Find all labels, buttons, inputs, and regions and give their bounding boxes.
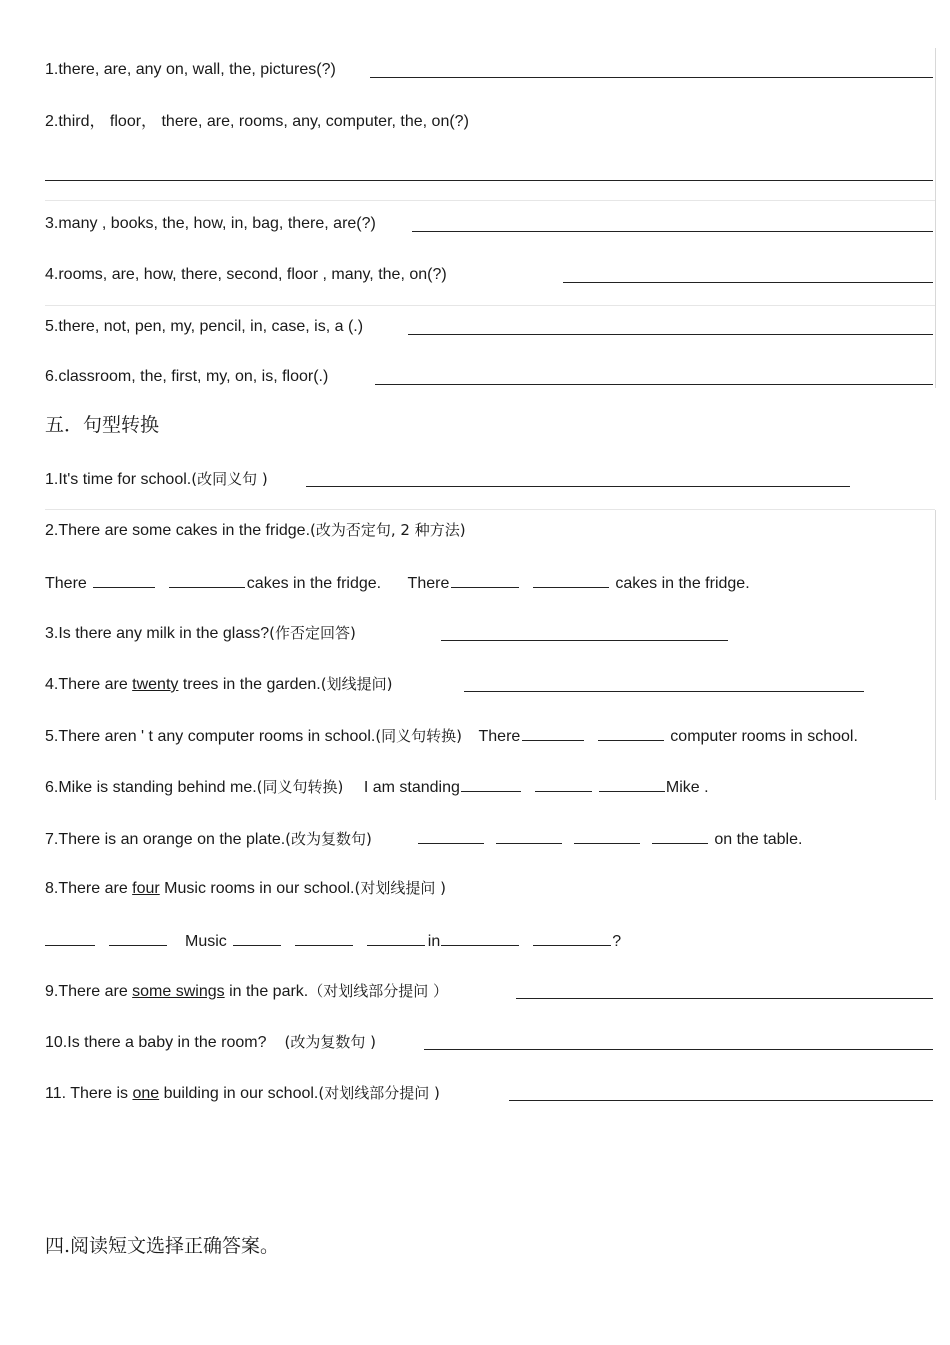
scan-border — [45, 305, 935, 306]
order-item-6: 6.classroom, the, first, my, on, is, floor(.) — [45, 368, 329, 385]
answer-line-1[interactable] — [370, 77, 933, 78]
blank[interactable] — [169, 572, 245, 588]
answer-line-q9[interactable] — [516, 998, 933, 999]
blank[interactable] — [535, 776, 592, 792]
blank[interactable] — [441, 930, 519, 946]
blank[interactable] — [418, 828, 484, 844]
transform-q10: 10.Is there a baby in the room? (改为复数句 ) — [45, 1033, 376, 1051]
answer-line-4[interactable] — [563, 282, 933, 283]
transform-q5: 5.There aren ' t any computer rooms in school.(同义句转换) There computer rooms in school. — [45, 727, 858, 745]
answer-line-6[interactable] — [375, 384, 933, 385]
blank[interactable] — [93, 572, 155, 588]
section-five-heading: 五．句型转换 — [45, 414, 160, 436]
blank[interactable] — [522, 725, 584, 741]
blank[interactable] — [496, 828, 562, 844]
scan-border — [45, 200, 935, 201]
blank[interactable] — [295, 930, 353, 946]
answer-line-q4[interactable] — [464, 691, 864, 692]
blank[interactable] — [533, 930, 611, 946]
blank[interactable] — [45, 930, 95, 946]
reading-section-heading: 四.阅读短文选择正确答案。 — [45, 1235, 280, 1257]
order-item-2: 2.third， floor， there, are, rooms, any, computer, the, on(?) — [45, 113, 469, 130]
underlined-word: twenty — [132, 676, 179, 693]
blank[interactable] — [652, 828, 708, 844]
blank[interactable] — [109, 930, 167, 946]
transform-q4: 4.There are twenty trees in the garden.(划线提问) — [45, 675, 393, 693]
transform-q2: 2.There are some cakes in the fridge.(改为否定句, 2 种方法) — [45, 521, 466, 539]
order-item-4: 4.rooms, are, how, there, second, floor , many, the, on(?) — [45, 266, 447, 283]
answer-line-q10[interactable] — [424, 1049, 933, 1050]
answer-line-3[interactable] — [412, 231, 933, 232]
scan-border — [45, 509, 935, 510]
answer-line-q11[interactable] — [509, 1100, 933, 1101]
answer-line-2[interactable] — [45, 180, 933, 181]
transform-q1: 1.It's time for school.(改同义句 ) — [45, 470, 268, 488]
blank[interactable] — [367, 930, 425, 946]
transform-q2-answer: There cakes in the fridge. There cakes in the fridge. — [45, 572, 750, 594]
blank[interactable] — [574, 828, 640, 844]
blank[interactable] — [461, 776, 521, 792]
blank[interactable] — [451, 572, 519, 588]
blank[interactable] — [599, 776, 665, 792]
blank[interactable] — [233, 930, 281, 946]
scan-border-right — [935, 48, 936, 388]
underlined-word: four — [132, 880, 160, 897]
order-item-5: 5.there, not, pen, my, pencil, in, case, is, a (.) — [45, 318, 364, 335]
underlined-word: one — [132, 1085, 160, 1102]
answer-line-q1[interactable] — [306, 486, 850, 487]
answer-line-5[interactable] — [408, 334, 933, 335]
blank[interactable] — [533, 572, 609, 588]
order-item-3: 3.many , books, the, how, in, bag, there, are(?) — [45, 215, 376, 232]
transform-q6: 6.Mike is standing behind me.(同义句转换) I am standing Mike . — [45, 778, 709, 796]
scan-border-right-lower — [935, 510, 936, 800]
order-item-1: 1.there, are, any on, wall, the, pictures(?) — [45, 61, 336, 78]
transform-q11: 11. There is one building in our school.(对划线部分提问 ) — [45, 1084, 440, 1102]
blank[interactable] — [598, 725, 664, 741]
answer-line-q3[interactable] — [441, 640, 728, 641]
transform-q8: 8.There are four Music rooms in our school.(对划线提问 ) — [45, 879, 446, 897]
underlined-word: some swings — [132, 983, 225, 1000]
transform-q3: 3.Is there any milk in the glass?(作否定回答) — [45, 624, 356, 642]
transform-q9: 9.There are some swings in the park.（对划线部分提问 ） — [45, 982, 449, 1000]
transform-q7: 7.There is an orange on the plate.(改为复数句) on the table. — [45, 830, 803, 848]
transform-q8-answer: Music in ? — [45, 930, 621, 952]
